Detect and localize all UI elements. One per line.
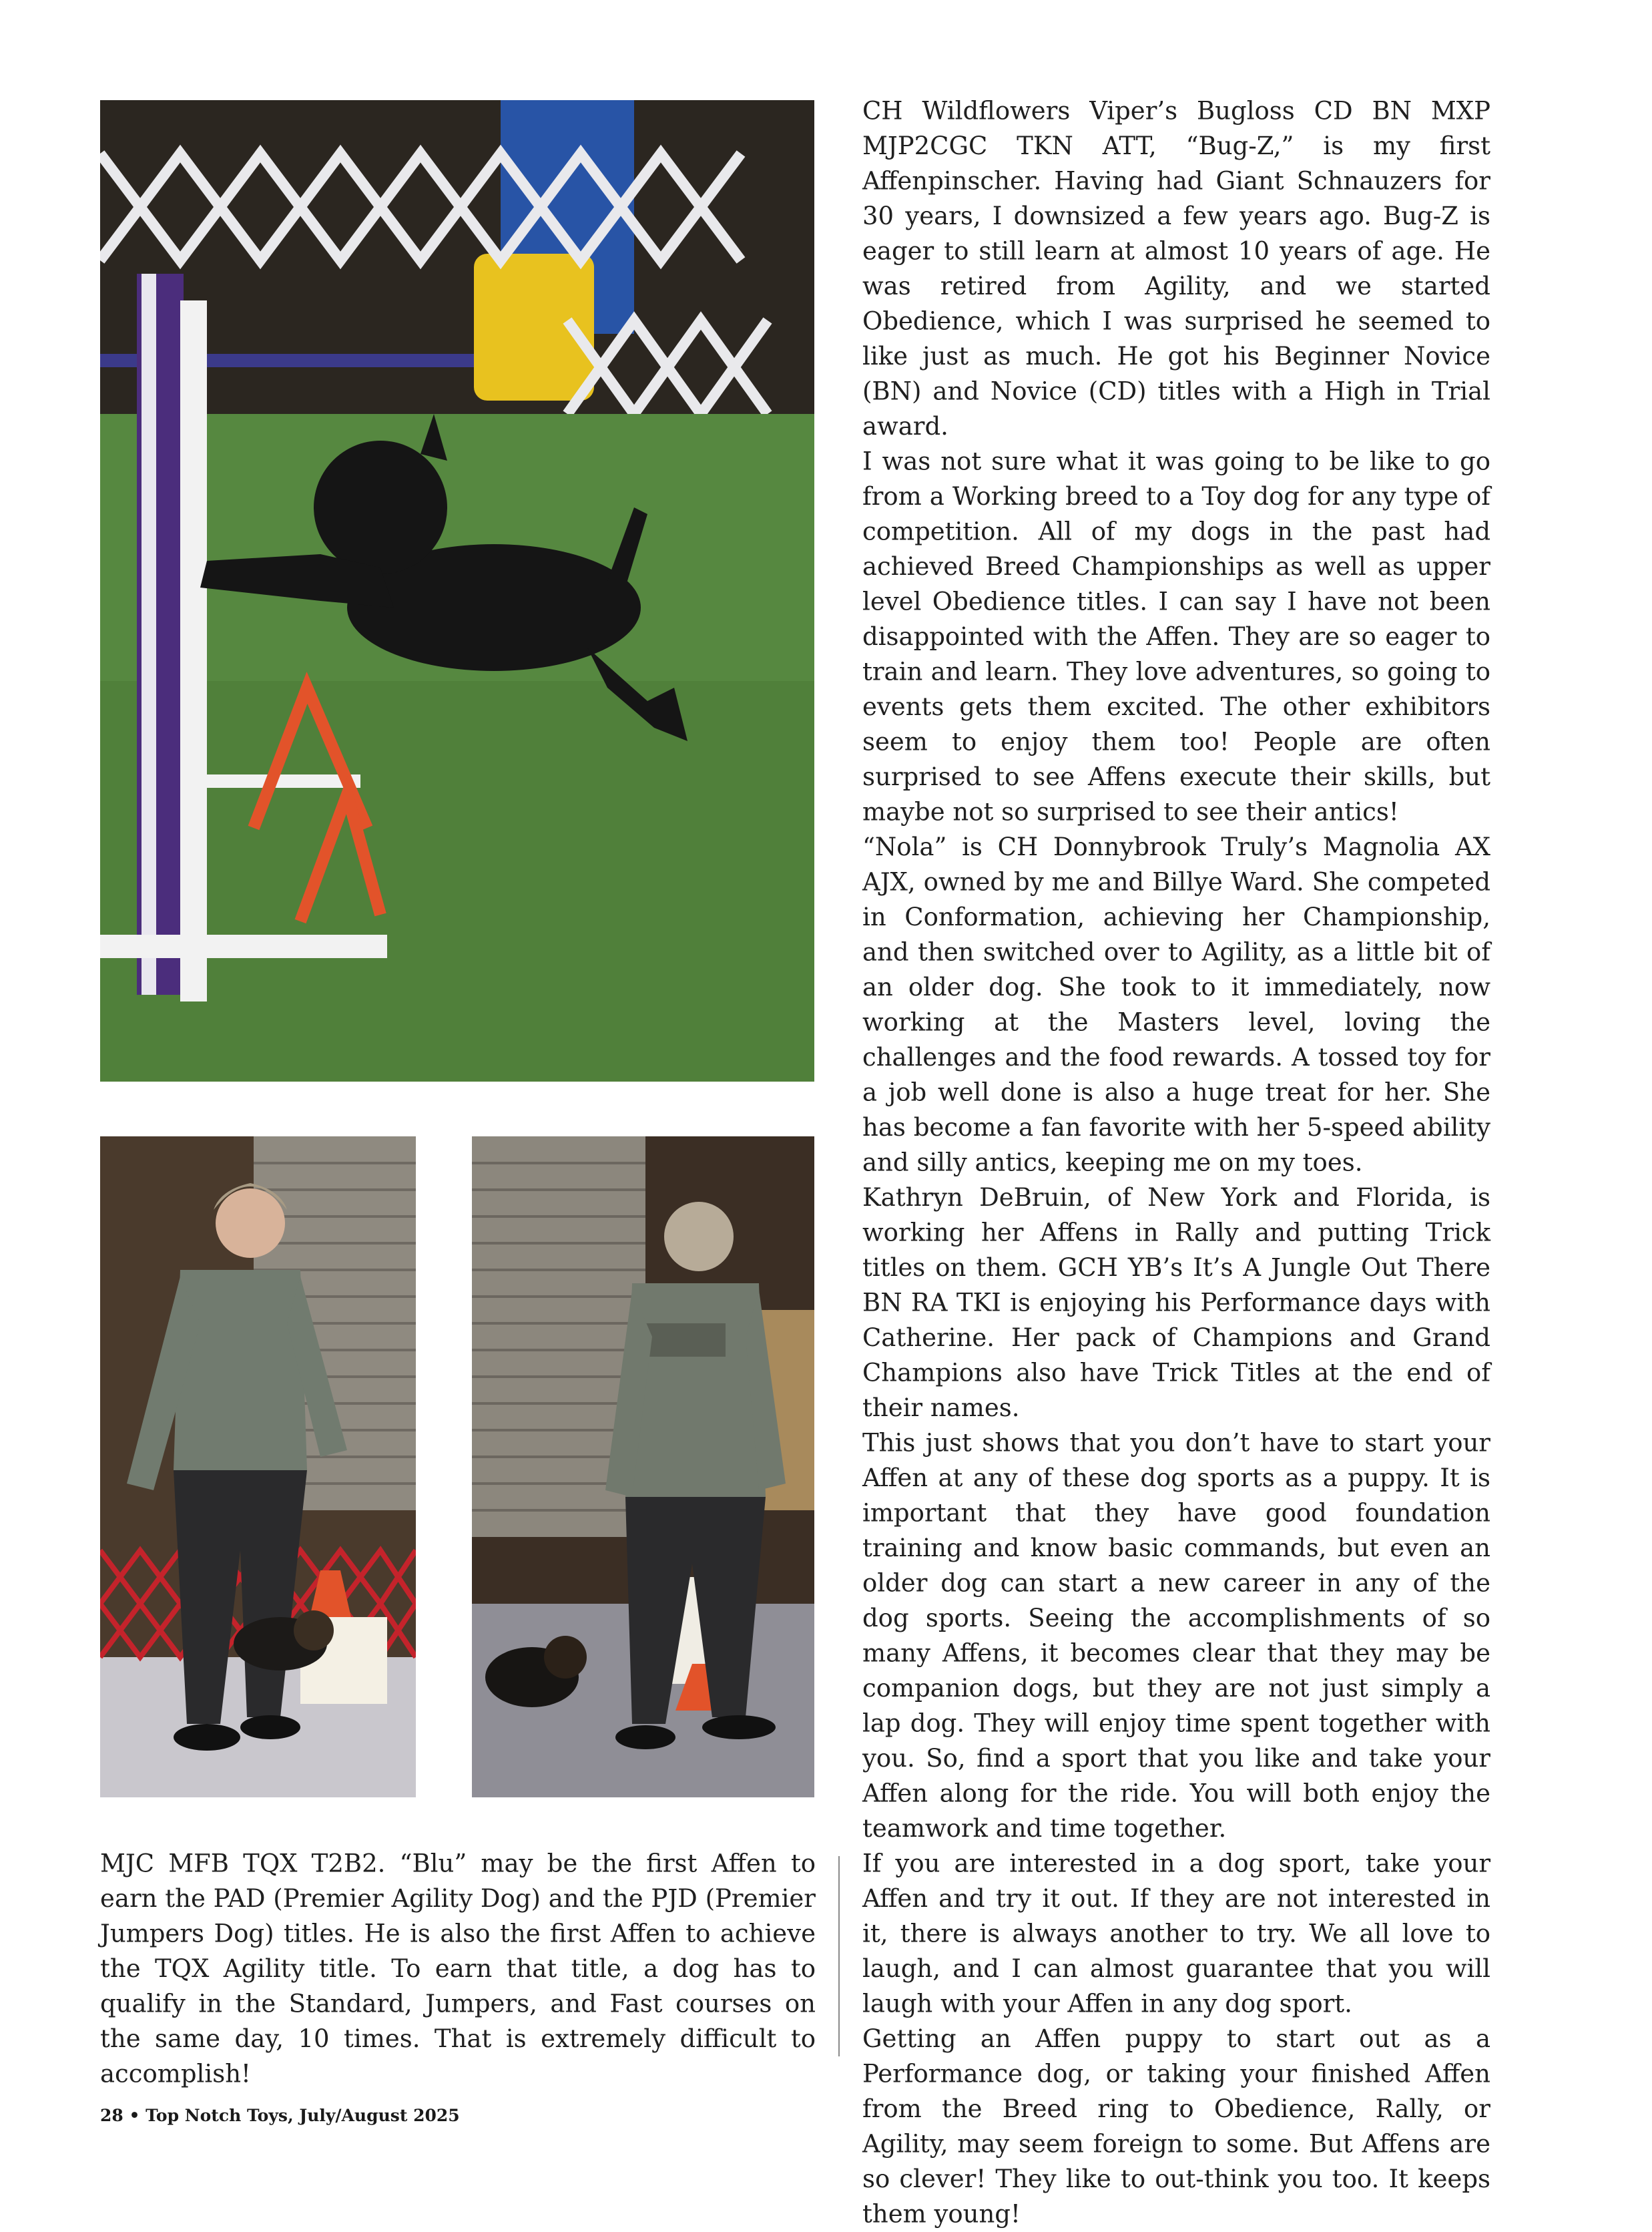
handler-front-photo [100, 1136, 416, 1797]
paragraph-kathryn-debruin: Kathryn DeBruin, of New York and Florida, is working her Affens in Rally and putting Trick titles on them. GCH YB’s It’s A Jungle Out There BN RA TKI is enjoying his Performance days with Catherine. Her pack of Champions and Grand Champions also have Trick Titles at the end of their names. [862, 1183, 1490, 1422]
column-divider [838, 1856, 840, 2056]
paragraph-nola: “Nola” is CH Donnybrook Truly’s Magnolia AX AJX, owned by me and Billye Ward. She competed in Conformation, achieving her Championship, and then switched over to Agility, as a little bit of an older dog. She took to it immediately, now working at the Masters level, loving the challenges and the food rewards. A tossed toy for a job well done is also a huge treat for her. She has become a fan favorite with her 5-speed ability and silly antics, keeping me on my toes. [862, 833, 1490, 1177]
agility-jump-photo [100, 100, 814, 1082]
paragraph-getting-an-affen: Getting an Affen puppy to start out as a Performance dog, or taking your finished Affen from the Breed ring to Obedience, Rally, or Agility, may seem foreign to some. But Affens are so clever! They like to out-think you too. It keeps them young! [862, 2024, 1490, 2229]
paragraph-blu: MJC MFB TQX T2B2. “Blu” may be the first Affen to earn the PAD (Premier Agility Dog) and the PJD (Premier Jumpers Dog) titles. He is also the first Affen to achieve the TQX Agility title. To earn that title, a dog has to qualify in the Standard, Jumpers, and Fast courses on the same day, 10 times. That is extremely difficult to accomplish! [100, 1849, 816, 2088]
paragraph-try-it-out: If you are interested in a dog sport, take your Affen and try it out. If they are not interested in it, there is always another to try. We all love to laugh, and I can almost guarantee that you will laugh with your Affen in any dog sport. [862, 1849, 1490, 2018]
article-left-column [100, 1846, 816, 2092]
paragraph-start-any-age: This just shows that you don’t have to start your Affen at any of these dog sports as a puppy. It is important that they have good foundation training and know basic commands, but even an older dog can start a new career in any of the dog sports. Seeing the accomplishments of so many Affens, it becomes clear that they may be companion dogs, but they are not just simply a lap dog. They will enjoy time spent together with you. So, find a sport that you like and take your Affen along for the ride. You will both enjoy the teamwork and time together. [862, 1428, 1490, 1843]
handler-back-photo [472, 1136, 814, 1797]
article-right-column [862, 93, 1490, 2232]
page-footer: 28 • Top Notch Toys, July/August 2025 [100, 2106, 460, 2125]
paragraph-bug-z: CH Wildflowers Viper’s Bugloss CD BN MXP MJP2CGC TKN ATT, “Bug-Z,” is my first Affenpinscher. Having had Giant Schnauzers for 30 years, I downsized a few years ago. Bug-Z is eager to still learn at almost 10 years of age. He was retired from Agility, and we started Obedience, which I was surprised he seemed to like just as much. He got his Beginner Novice (BN) and Novice (CD) titles with a High in Trial award. [862, 96, 1490, 441]
paragraph-toy-competition: I was not sure what it was going to be like to go from a Working breed to a Toy dog for any type of competition. All of my dogs in the past had achieved Breed Championships as well as upper level Obedience titles. I can say I have not been disappointed with the Affen. They are so eager to train and learn. They love adventures, so going to events gets them excited. The other exhibitors seem to enjoy them too! People are often surprised to see Affens execute their skills, but maybe not so surprised to see their antics! [862, 447, 1490, 827]
